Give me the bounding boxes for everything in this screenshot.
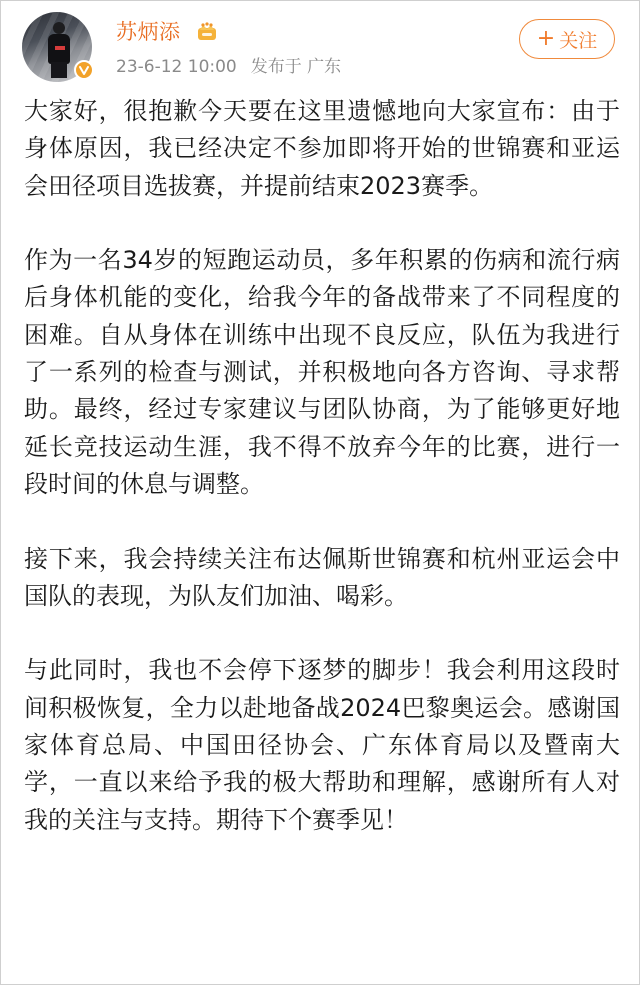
verified-v-glyph [78,64,90,76]
post-paragraph: 作为一名34岁的短跑运动员，多年积累的伤病和流行病后身体机能的变化，给我今年的备战带来了不同程度的困难。自从身体在训练中出现不良反应，队伍为我进行了一系列的检查与测试，并积极地向各方咨询、寻求帮助。最终，经过专家建议与团队协商，为了能够更好地延长竞技运动生涯，我不得不放弃今年的比赛，进行一段时间的休息与调整。 [24,246,620,498]
username[interactable]: 苏炳添 [116,20,181,44]
follow-button[interactable] [519,19,615,59]
avatar-accent [55,46,65,50]
avatar-person-head [53,22,65,34]
plus-icon: + [536,26,556,51]
post-header [0,0,640,92]
post-timestamp: 23-6-12 10:00 [116,57,237,77]
post-body [24,93,620,876]
verified-badge-icon [74,60,94,80]
post-paragraph: 与此同时，我也不会停下逐梦的脚步！我会利用这段时间积极恢复，全力以赴地备战2024巴黎奥运会。感谢国家体育总局、中国田径协会、广东体育局以及暨南大学，一直以来给予我的极大帮助和理解，感谢所有人对我的关注与支持。期待下个赛季见！ [24,656,620,834]
post-paragraph: 大家好，很抱歉今天要在这里遗憾地向大家宣布：由于身体原因，我已经决定不参加即将开始的世锦赛和亚运会田径项目选拔赛，并提前结束2023赛季。 [24,97,620,200]
post-paragraph: 接下来，我会持续关注布达佩斯世锦赛和杭州亚运会中国队的表现，为队友们加油、喝彩。 [24,544,620,610]
post-meta [116,56,341,78]
vip-crown-icon [196,20,218,42]
post-location: 发布于 广东 [250,57,342,77]
avatar-person-legs [51,62,67,78]
follow-button-label: 关注 [559,29,598,52]
